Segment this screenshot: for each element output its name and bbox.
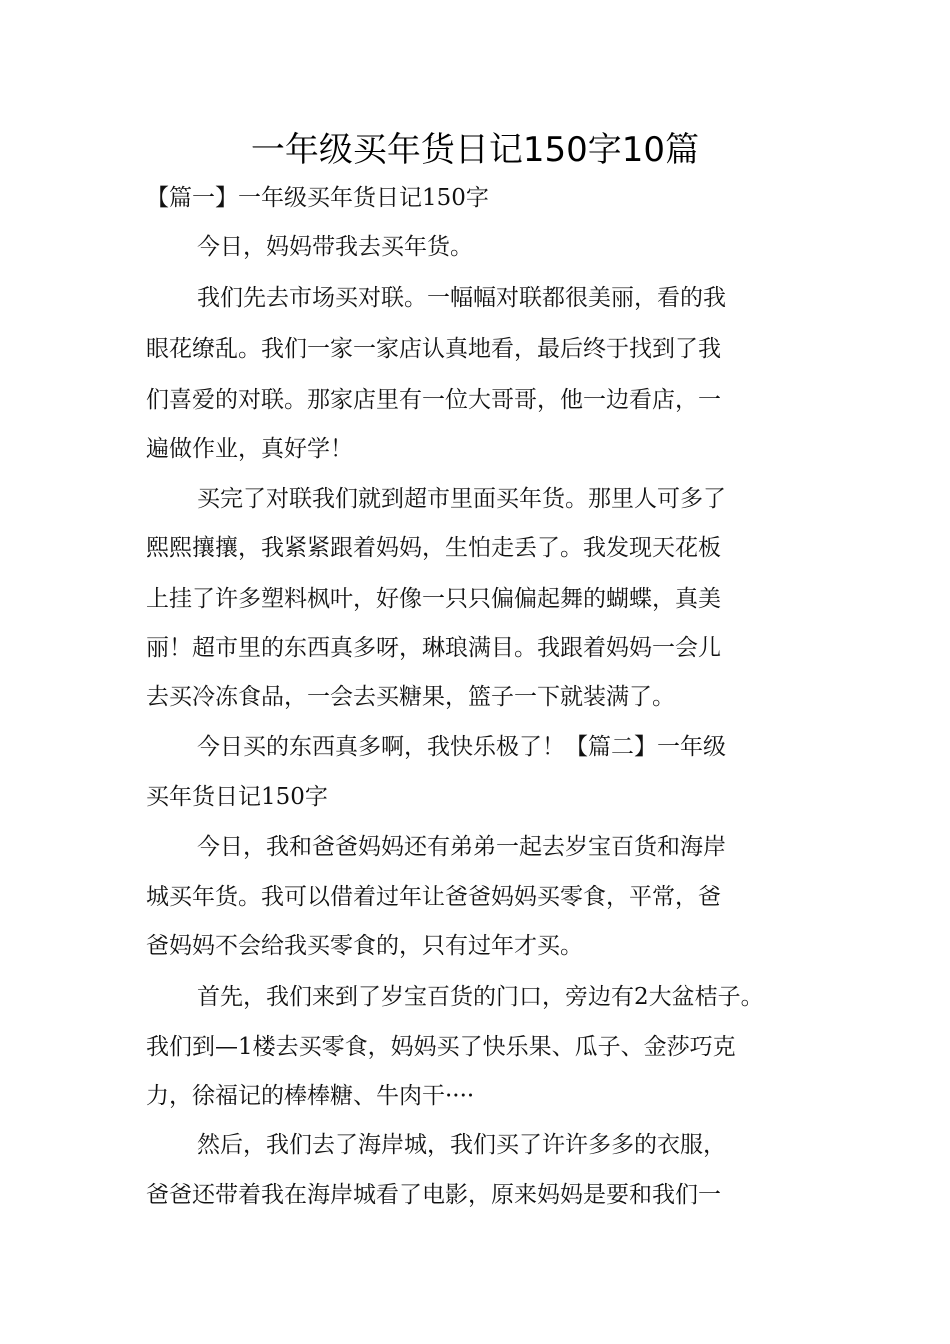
paragraph-line: 然后，我们去了海岸城，我们买了许许多多的衣服， — [197, 1132, 726, 1158]
paragraph-line: 上挂了许多塑料枫叶，好像一只只偏偏起舞的蝴蝶，真美 — [146, 586, 721, 612]
paragraph-line: 我们到—1楼去买零食，妈妈买了快乐果、瓜子、金莎巧克 — [146, 1034, 736, 1060]
paragraph-line: 们喜爱的对联。那家店里有一位大哥哥，他一边看店，一 — [146, 387, 721, 413]
paragraph-line: 今日，我和爸爸妈妈还有弟弟一起去岁宝百货和海岸 — [197, 834, 726, 860]
paragraph-line: 去买冷冻食品，一会去买糖果，篮子一下就装满了。 — [146, 684, 675, 710]
paragraph-line: 今日买的东西真多啊，我快乐极了！【篇二】一年级 — [197, 734, 726, 760]
paragraph-line: 遍做作业，真好学！ — [146, 436, 353, 462]
paragraph-line: 我们先去市场买对联。一幅幅对联都很美丽，看的我 — [197, 285, 726, 311]
paragraph-line: 首先，我们来到了岁宝百货的门口，旁边有2大盆桔子。 — [197, 984, 764, 1010]
document-title: 一年级买年货日记150字10篇 — [250, 130, 700, 170]
paragraph-line: 城买年货。我可以借着过年让爸爸妈妈买零食，平常，爸 — [146, 884, 721, 910]
paragraph-line: 熙熙攘攘，我紧紧跟着妈妈，生怕走丢了。我发现天花板 — [146, 535, 721, 561]
paragraph-line: 爸妈妈不会给我买零食的，只有过年才买。 — [146, 933, 583, 959]
paragraph-line: 爸爸还带着我在海岸城看了电影，原来妈妈是要和我们一 — [146, 1182, 721, 1208]
paragraph-line: 眼花缭乱。我们一家一家店认真地看，最后终于找到了我 — [146, 336, 721, 362]
section-heading: 【篇一】一年级买年货日记150字 — [146, 185, 489, 211]
paragraph-line: 买完了对联我们就到超市里面买年货。那里人可多了 — [197, 486, 726, 512]
paragraph-line: 买年货日记150字 — [146, 784, 328, 810]
paragraph-line: 力，徐福记的棒棒糖、牛肉干···· — [146, 1083, 475, 1109]
paragraph-line: 今日，妈妈带我去买年货。 — [197, 234, 473, 260]
paragraph-line: 丽！超市里的东西真多呀，琳琅满目。我跟着妈妈一会儿 — [146, 635, 721, 661]
